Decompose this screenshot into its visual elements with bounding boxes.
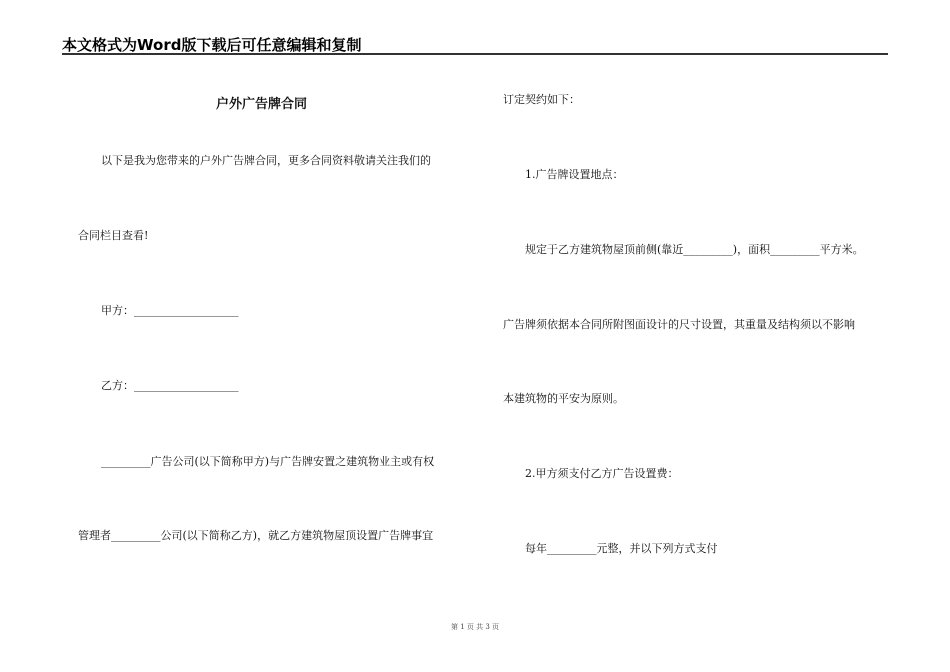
right-col-line-1: 订定契约如下： — [503, 93, 580, 106]
paragraph-intro-line-2: 合同栏目查看! — [78, 229, 149, 242]
section-1-line-1: 规定于乙方建筑物屋顶前侧(靠近_________)，面积_________平方米。 — [525, 243, 864, 256]
section-2-heading: 2.甲方须支付乙方广告设置费： — [525, 467, 679, 480]
party-a-field: 甲方：___________________ — [101, 304, 239, 317]
header-divider — [62, 53, 888, 55]
section-1-heading: 1.广告牌设置地点： — [525, 168, 624, 181]
page-header-title: 本文格式为Word版下载后可任意编辑和复制 — [62, 36, 362, 54]
page-number-indicator: 第 1 页 共 3 页 — [450, 623, 500, 631]
paragraph-parties-line-2: 管理者_________公司(以下简称乙方)，就乙方建筑物屋顶设置广告牌事宜 — [78, 529, 434, 542]
section-1-line-3: 本建筑物的平安为原则。 — [503, 392, 624, 405]
paragraph-intro-line-1: 以下是我为您带来的户外广告牌合同，更多合同资料敬请关注我们的 — [101, 154, 431, 167]
section-1-line-2: 广告牌须依据本合同所附图面设计的尺寸设置，其重量及结构须以不影响 — [503, 318, 855, 331]
section-2-line-1: 每年_________元整，并以下列方式支付 — [525, 542, 718, 555]
document-title: 户外广告牌合同 — [216, 97, 308, 112]
paragraph-parties-line-1: _________广告公司(以下简称甲方)与广告牌安置之建筑物业主或有权 — [101, 455, 435, 468]
party-b-field: 乙方：___________________ — [101, 379, 239, 392]
